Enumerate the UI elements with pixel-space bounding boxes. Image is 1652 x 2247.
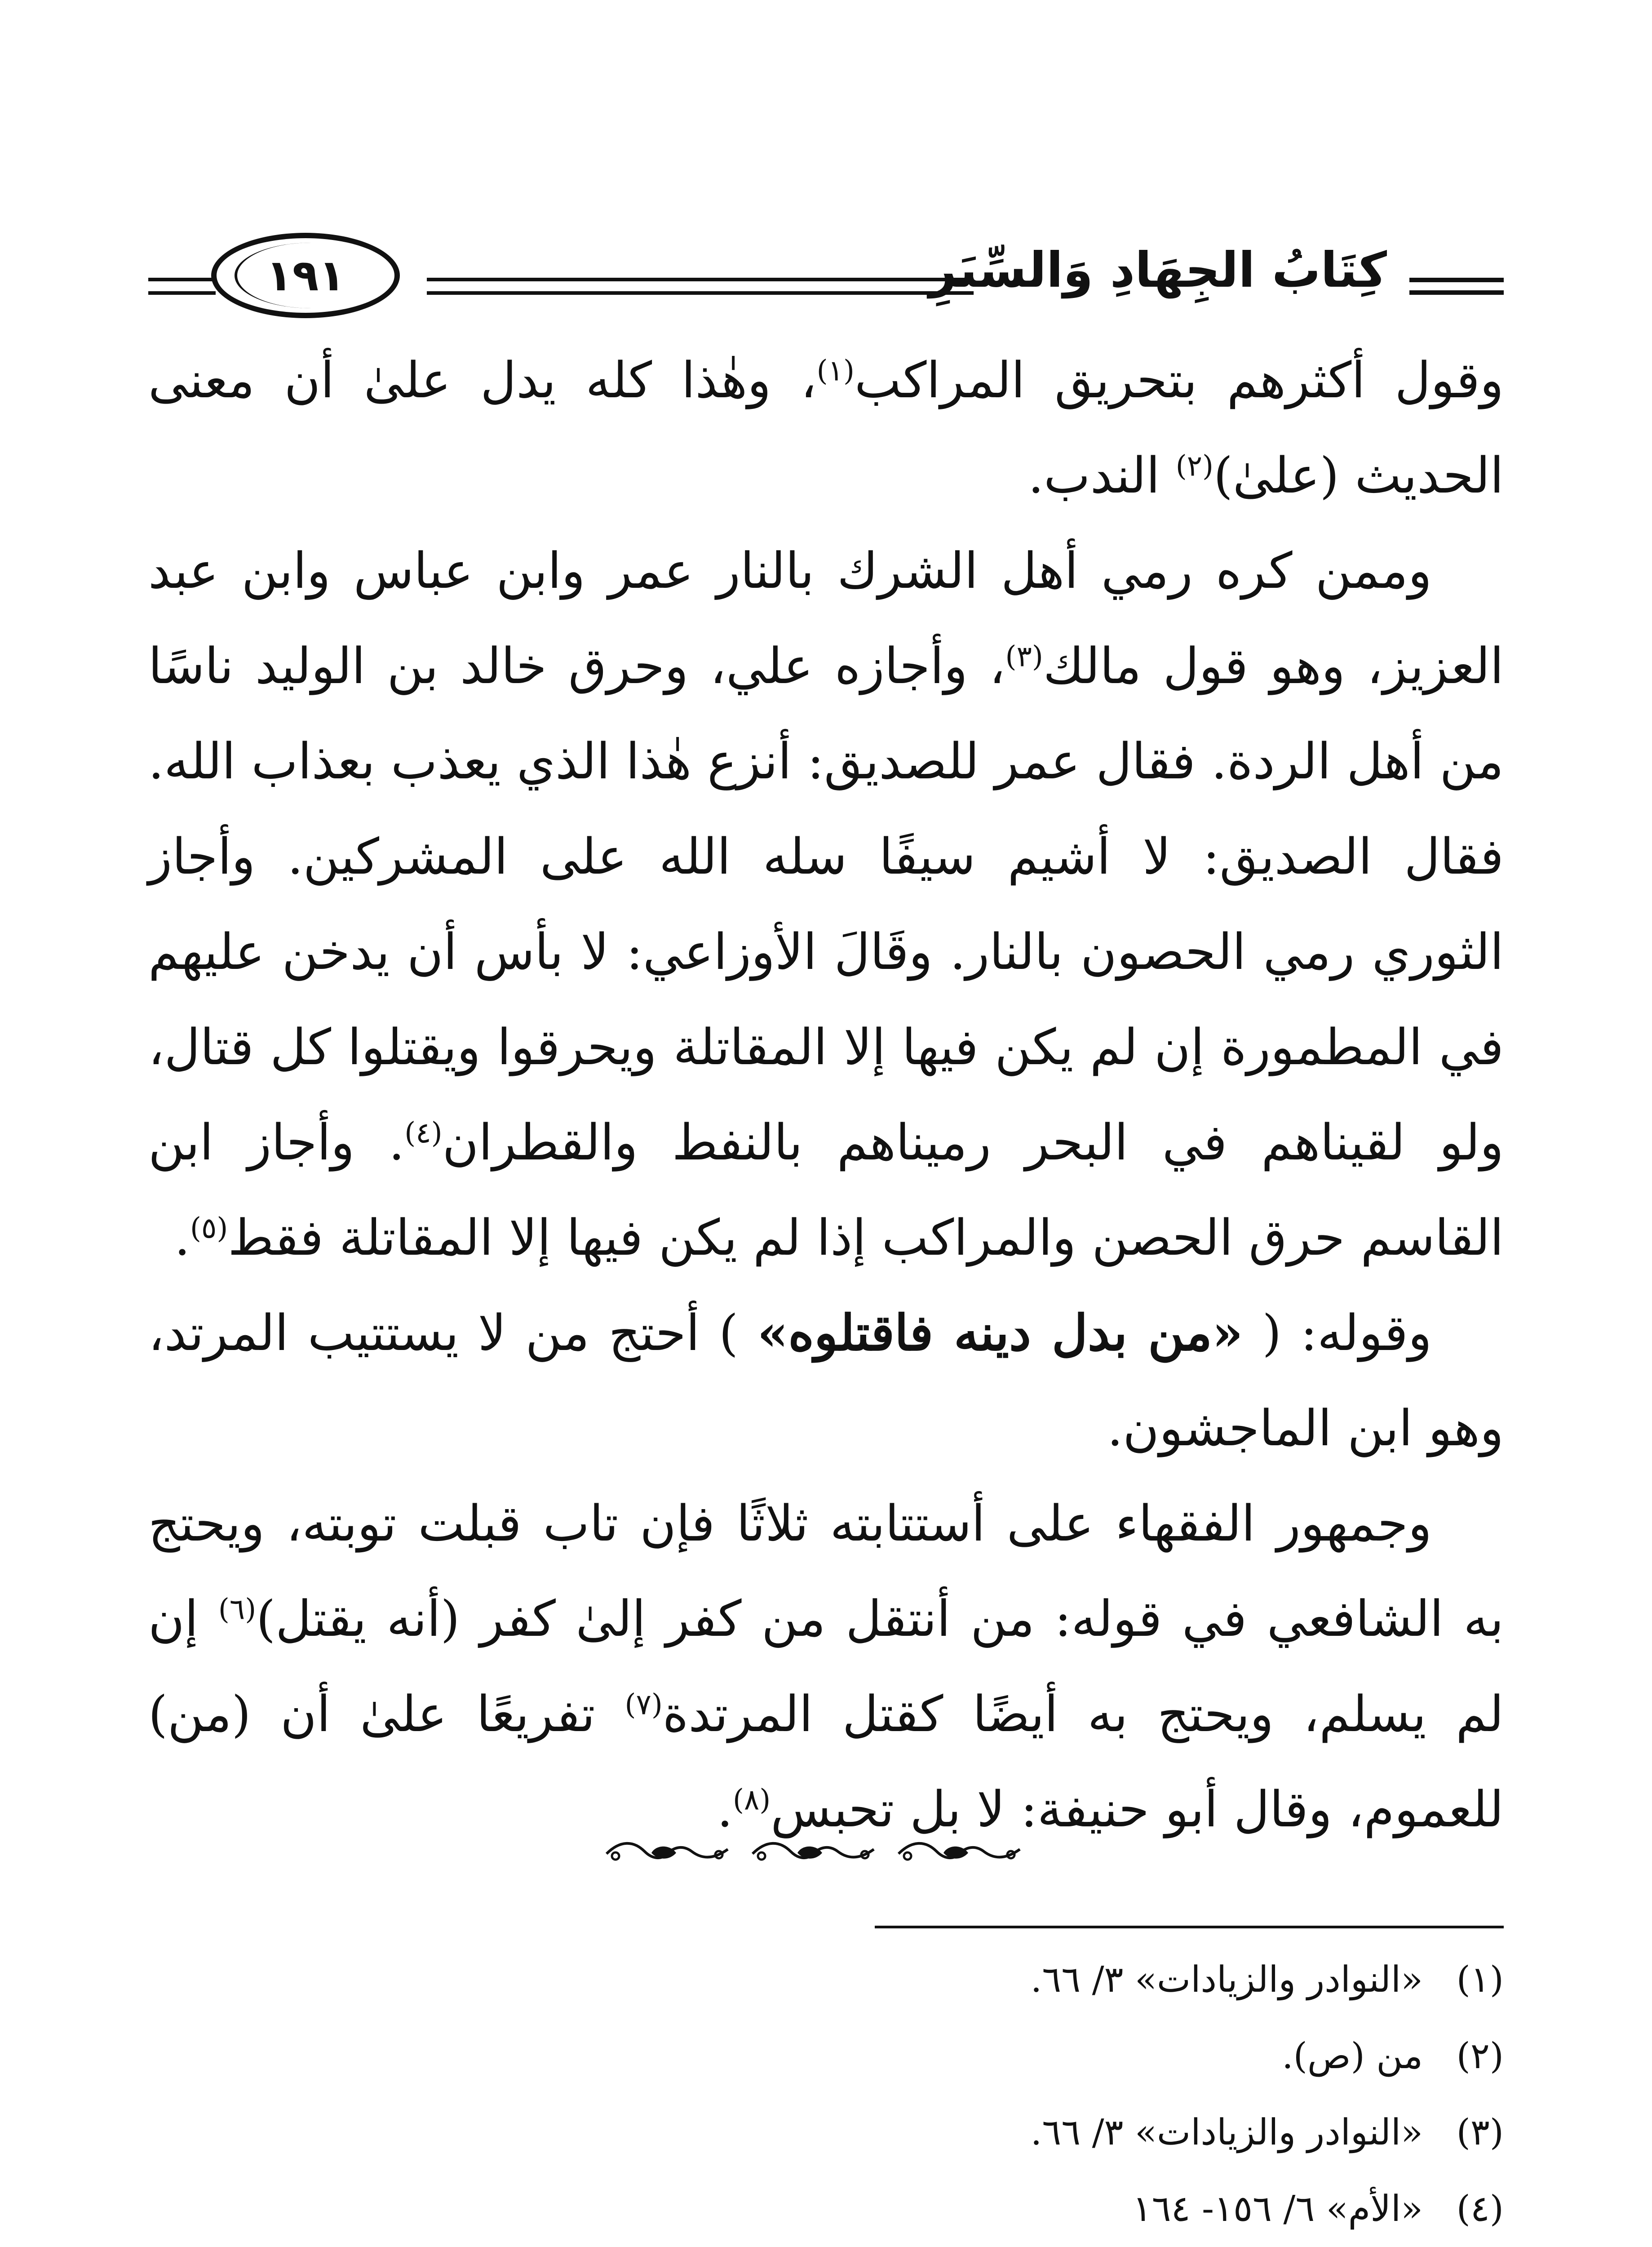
paragraph-text: وقوله: (: [1243, 1304, 1432, 1362]
footnote-text: «النوادر والزيادات» ٣/ ٦٦.: [1030, 1958, 1423, 2000]
header-rule-right: [1409, 278, 1504, 295]
footnote-text: «النوادر والزيادات» ٣/ ٦٦.: [1030, 2111, 1423, 2153]
paragraph: [148, 1285, 1504, 1476]
footnote-reference: (٢): [1175, 449, 1214, 483]
paragraph-text: . وأجاز ابن القاسم حرق الحصن والمراكب إذا لم يكن فيها إلا المقاتلة فقط: [148, 1114, 1504, 1266]
footnote-line: [148, 1941, 1504, 2018]
paragraph-text: تفريعًا علىٰ أن (من) للعموم، وقال أبو حنيفة: لا بل تحبس: [148, 1685, 1504, 1838]
footnote-line: [148, 2094, 1504, 2171]
paragraph-text: ، وأجازه علي، وحرق خالد بن الوليد ناسًا من أهل الردة. فقال عمر للصديق: أنزع هٰذا الذي يعذب بعذاب الله. فقال الصديق: لا أشيم سيفًا سله الله على المشركين. وأجاز الثوري رمي الحصون بالنار. وقَالَ الأوزاعي: لا بأس أن يدخن عليهم في المطمورة إن لم يكن فيها إلا المقاتلة ويحرقوا ويقتلوا كل قتال، ولو لقيناهم في البحر رميناهم بالنفط والقطران: [148, 637, 1504, 1171]
paragraph: [148, 523, 1504, 1285]
section-ornament: [602, 1834, 1024, 1870]
hadith-quote: «من بدل دينه فاقتلوه»: [757, 1304, 1243, 1362]
footnote-reference: (٧): [624, 1688, 663, 1722]
page-number-badge: [211, 233, 400, 318]
main-text: [148, 333, 1504, 1857]
footnote-line: [148, 2018, 1504, 2094]
paragraph: [148, 1476, 1504, 1857]
paragraph-text: وجمهور الفقهاء على أستتابته ثلاثًا فإن تاب قبلت توبته، ويحتج به الشافعي في قوله: من أنتقل من كفر إلىٰ كفر (أنه يقتل): [148, 1495, 1504, 1648]
footnote-text: من (ص).: [1282, 2035, 1423, 2077]
footnote-line: [148, 2171, 1504, 2247]
footnote-reference: (٣): [1005, 640, 1043, 674]
footnote-number: (٢): [1456, 2035, 1504, 2077]
paragraph-text: .: [174, 1209, 190, 1266]
paragraph-text: الندب.: [1028, 447, 1176, 504]
ornament-flourish-icon: [602, 1836, 732, 1867]
paragraph-text: إن لم يسلم، ويحتج به أيضًا كقتل المرتدة: [148, 1590, 1504, 1743]
footnote-reference: (٦): [218, 1593, 257, 1626]
footnote-separator: [875, 1926, 1504, 1928]
paragraph-text: ) أحتج من لا يستتيب المرتد، وهو ابن الماجشون.: [148, 1304, 1504, 1457]
footnote-number: (٤): [1456, 2188, 1504, 2229]
paragraph-text: .: [717, 1781, 733, 1838]
header-rule-left: [148, 278, 216, 295]
running-header: [148, 225, 1504, 324]
footnote-reference: (٤): [404, 1116, 443, 1150]
paragraph-text: ، وهٰذا كله يدل علىٰ أن معنى الحديث (علىٰ): [148, 351, 1504, 504]
footnote-number: (١): [1456, 1958, 1504, 2000]
footnote-number: (٣): [1456, 2111, 1504, 2153]
ornament-flourish-icon: [894, 1836, 1024, 1867]
footnote-text: «الأم» ٦/ ١٥٦- ١٦٤: [1132, 2188, 1423, 2229]
paragraph-text: وقول أكثرهم بتحريق المراكب: [854, 351, 1504, 409]
footnote-reference: (٥): [190, 1212, 228, 1245]
footnote-reference: (١): [816, 354, 855, 388]
header-rule-middle: [427, 278, 974, 295]
ornament-flourish-icon: [748, 1836, 878, 1867]
footnotes: [148, 1941, 1504, 2247]
page-number: ١٩١: [266, 250, 345, 301]
book-title: كِتَابُ الجِهَادِ وَالسِّيَرِ: [929, 242, 1387, 298]
paragraph-text: وممن كره رمي أهل الشرك بالنار عمر وابن عباس وابن عبد العزيز، وهو قول مالك: [148, 542, 1504, 695]
paragraph: [148, 333, 1504, 523]
footnote-reference: (٨): [732, 1783, 771, 1817]
